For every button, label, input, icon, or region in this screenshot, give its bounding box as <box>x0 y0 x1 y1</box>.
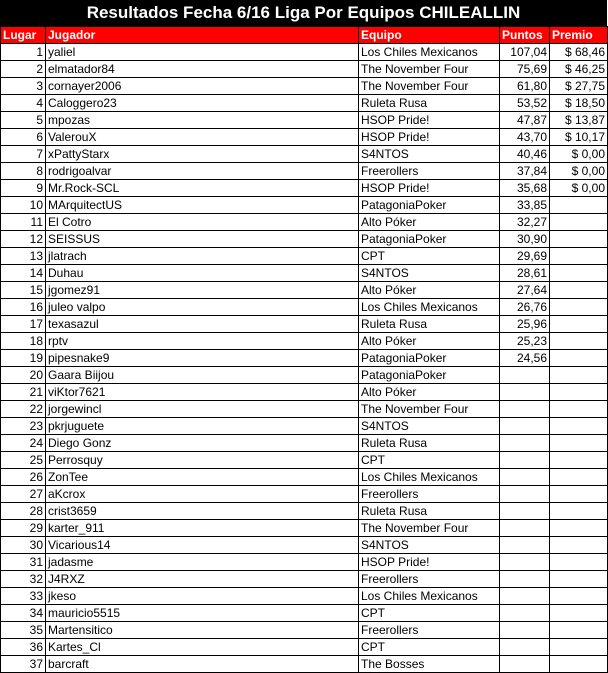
lugar-cell: 1 <box>1 44 46 61</box>
table-row <box>1 95 608 112</box>
table-row <box>1 180 608 197</box>
table-row <box>1 350 608 367</box>
header-jugador: Jugador <box>46 27 359 44</box>
jugador-cell: Kartes_Cl <box>46 639 359 656</box>
table-row <box>1 129 608 146</box>
equipo-cell: The November Four <box>359 61 500 78</box>
equipo-cell: Los Chiles Mexicanos <box>359 588 500 605</box>
header-row <box>1 27 608 44</box>
lugar-cell: 7 <box>1 146 46 163</box>
jugador-cell: Perrosquy <box>46 452 359 469</box>
puntos-cell: 32,27 <box>500 214 550 231</box>
premio-cell <box>550 401 608 418</box>
jugador-cell: jgomez91 <box>46 282 359 299</box>
results-body <box>1 44 608 673</box>
equipo-cell: Los Chiles Mexicanos <box>359 469 500 486</box>
table-row <box>1 265 608 282</box>
puntos-cell <box>500 656 550 673</box>
puntos-cell <box>500 469 550 486</box>
premio-cell: $ 10,17 <box>550 129 608 146</box>
puntos-cell <box>500 418 550 435</box>
premio-cell <box>550 520 608 537</box>
table-row <box>1 520 608 537</box>
lugar-cell: 11 <box>1 214 46 231</box>
lugar-cell: 31 <box>1 554 46 571</box>
jugador-cell: karter_911 <box>46 520 359 537</box>
premio-cell: $ 0,00 <box>550 180 608 197</box>
premio-cell <box>550 299 608 316</box>
premio-cell: $ 13,87 <box>550 112 608 129</box>
jugador-cell: Gaara Biijou <box>46 367 359 384</box>
jugador-cell: Vicarious14 <box>46 537 359 554</box>
puntos-cell <box>500 571 550 588</box>
lugar-cell: 35 <box>1 622 46 639</box>
table-row <box>1 367 608 384</box>
premio-cell <box>550 588 608 605</box>
puntos-cell <box>500 503 550 520</box>
table-row <box>1 231 608 248</box>
puntos-cell: 29,69 <box>500 248 550 265</box>
puntos-cell <box>500 486 550 503</box>
premio-cell: $ 18,50 <box>550 95 608 112</box>
lugar-cell: 16 <box>1 299 46 316</box>
equipo-cell: Freerollers <box>359 486 500 503</box>
puntos-cell: 37,84 <box>500 163 550 180</box>
lugar-cell: 36 <box>1 639 46 656</box>
puntos-cell <box>500 588 550 605</box>
premio-cell: $ 46,25 <box>550 61 608 78</box>
equipo-cell: Ruleta Rusa <box>359 503 500 520</box>
table-row <box>1 282 608 299</box>
puntos-cell: 35,68 <box>500 180 550 197</box>
jugador-cell: texasazul <box>46 316 359 333</box>
jugador-cell: Mr.Rock-SCL <box>46 180 359 197</box>
equipo-cell: PatagoniaPoker <box>359 367 500 384</box>
puntos-cell <box>500 605 550 622</box>
table-row <box>1 61 608 78</box>
puntos-cell: 25,96 <box>500 316 550 333</box>
equipo-cell: Alto Póker <box>359 384 500 401</box>
premio-cell <box>550 469 608 486</box>
lugar-cell: 30 <box>1 537 46 554</box>
premio-cell <box>550 418 608 435</box>
equipo-cell: Freerollers <box>359 622 500 639</box>
equipo-cell: Alto Póker <box>359 333 500 350</box>
puntos-cell: 53,52 <box>500 95 550 112</box>
jugador-cell: mauricio5515 <box>46 605 359 622</box>
table-row <box>1 316 608 333</box>
puntos-cell <box>500 435 550 452</box>
lugar-cell: 27 <box>1 486 46 503</box>
lugar-cell: 9 <box>1 180 46 197</box>
jugador-cell: juleo valpo <box>46 299 359 316</box>
equipo-cell: PatagoniaPoker <box>359 350 500 367</box>
table-row <box>1 197 608 214</box>
puntos-cell: 40,46 <box>500 146 550 163</box>
equipo-cell: S4NTOS <box>359 418 500 435</box>
table-row <box>1 401 608 418</box>
equipo-cell: PatagoniaPoker <box>359 231 500 248</box>
lugar-cell: 23 <box>1 418 46 435</box>
puntos-cell <box>500 401 550 418</box>
puntos-cell: 28,61 <box>500 265 550 282</box>
lugar-cell: 24 <box>1 435 46 452</box>
table-row <box>1 469 608 486</box>
table-row <box>1 384 608 401</box>
equipo-cell: Freerollers <box>359 571 500 588</box>
jugador-cell: SEISSUS <box>46 231 359 248</box>
jugador-cell: Martensitico <box>46 622 359 639</box>
table-row <box>1 486 608 503</box>
equipo-cell: Freerollers <box>359 163 500 180</box>
puntos-cell: 26,76 <box>500 299 550 316</box>
puntos-cell: 25,23 <box>500 333 550 350</box>
jugador-cell: Diego Gonz <box>46 435 359 452</box>
jugador-cell: jlatrach <box>46 248 359 265</box>
table-row <box>1 163 608 180</box>
lugar-cell: 37 <box>1 656 46 673</box>
results-table <box>0 26 608 673</box>
jugador-cell: Caloggero23 <box>46 95 359 112</box>
puntos-cell: 107,04 <box>500 44 550 61</box>
equipo-cell: CPT <box>359 452 500 469</box>
lugar-cell: 6 <box>1 129 46 146</box>
puntos-cell: 47,87 <box>500 112 550 129</box>
premio-cell <box>550 605 608 622</box>
premio-cell <box>550 656 608 673</box>
jugador-cell: cornayer2006 <box>46 78 359 95</box>
premio-cell <box>550 384 608 401</box>
header-lugar: Lugar <box>1 27 46 44</box>
lugar-cell: 13 <box>1 248 46 265</box>
lugar-cell: 18 <box>1 333 46 350</box>
table-row <box>1 554 608 571</box>
premio-cell: $ 27,75 <box>550 78 608 95</box>
equipo-cell: HSOP Pride! <box>359 180 500 197</box>
lugar-cell: 22 <box>1 401 46 418</box>
table-row <box>1 146 608 163</box>
puntos-cell <box>500 554 550 571</box>
lugar-cell: 17 <box>1 316 46 333</box>
jugador-cell: crist3659 <box>46 503 359 520</box>
premio-cell <box>550 214 608 231</box>
table-row <box>1 78 608 95</box>
puntos-cell: 33,85 <box>500 197 550 214</box>
premio-cell: $ 0,00 <box>550 146 608 163</box>
jugador-cell: jorgewincl <box>46 401 359 418</box>
premio-cell <box>550 248 608 265</box>
puntos-cell: 24,56 <box>500 350 550 367</box>
lugar-cell: 3 <box>1 78 46 95</box>
lugar-cell: 4 <box>1 95 46 112</box>
equipo-cell: HSOP Pride! <box>359 554 500 571</box>
equipo-cell: CPT <box>359 248 500 265</box>
premio-cell <box>550 554 608 571</box>
premio-cell <box>550 537 608 554</box>
table-row <box>1 214 608 231</box>
puntos-cell <box>500 639 550 656</box>
table-row <box>1 588 608 605</box>
puntos-cell <box>500 520 550 537</box>
premio-cell <box>550 282 608 299</box>
lugar-cell: 25 <box>1 452 46 469</box>
table-row <box>1 605 608 622</box>
jugador-cell: rodrigoalvar <box>46 163 359 180</box>
lugar-cell: 5 <box>1 112 46 129</box>
jugador-cell: barcraft <box>46 656 359 673</box>
premio-cell <box>550 639 608 656</box>
puntos-cell <box>500 384 550 401</box>
lugar-cell: 21 <box>1 384 46 401</box>
jugador-cell: ZonTee <box>46 469 359 486</box>
jugador-cell: J4RXZ <box>46 571 359 588</box>
equipo-cell: PatagoniaPoker <box>359 197 500 214</box>
premio-cell: $ 68,46 <box>550 44 608 61</box>
premio-cell <box>550 622 608 639</box>
table-row <box>1 112 608 129</box>
jugador-cell: viKtor7621 <box>46 384 359 401</box>
jugador-cell: jkeso <box>46 588 359 605</box>
equipo-cell: Los Chiles Mexicanos <box>359 44 500 61</box>
jugador-cell: xPattyStarx <box>46 146 359 163</box>
premio-cell <box>550 197 608 214</box>
header-puntos: Puntos <box>500 27 550 44</box>
equipo-cell: HSOP Pride! <box>359 129 500 146</box>
puntos-cell <box>500 622 550 639</box>
equipo-cell: CPT <box>359 639 500 656</box>
premio-cell <box>550 571 608 588</box>
puntos-cell <box>500 367 550 384</box>
table-row <box>1 571 608 588</box>
table-row <box>1 248 608 265</box>
puntos-cell: 27,64 <box>500 282 550 299</box>
table-row <box>1 44 608 61</box>
premio-cell <box>550 316 608 333</box>
lugar-cell: 29 <box>1 520 46 537</box>
puntos-cell: 43,70 <box>500 129 550 146</box>
jugador-cell: pkrjuguete <box>46 418 359 435</box>
puntos-cell <box>500 537 550 554</box>
premio-cell <box>550 367 608 384</box>
premio-cell <box>550 503 608 520</box>
equipo-cell: Alto Póker <box>359 282 500 299</box>
equipo-cell: Alto Póker <box>359 214 500 231</box>
header-equipo: Equipo <box>359 27 500 44</box>
puntos-cell: 61,80 <box>500 78 550 95</box>
equipo-cell: The November Four <box>359 401 500 418</box>
jugador-cell: yaliel <box>46 44 359 61</box>
lugar-cell: 20 <box>1 367 46 384</box>
premio-cell <box>550 435 608 452</box>
jugador-cell: jadasme <box>46 554 359 571</box>
equipo-cell: HSOP Pride! <box>359 112 500 129</box>
jugador-cell: El Cotro <box>46 214 359 231</box>
table-row <box>1 452 608 469</box>
lugar-cell: 14 <box>1 265 46 282</box>
lugar-cell: 8 <box>1 163 46 180</box>
equipo-cell: The Bosses <box>359 656 500 673</box>
equipo-cell: The November Four <box>359 78 500 95</box>
equipo-cell: Los Chiles Mexicanos <box>359 299 500 316</box>
jugador-cell: rptv <box>46 333 359 350</box>
puntos-cell: 30,90 <box>500 231 550 248</box>
premio-cell: $ 0,00 <box>550 163 608 180</box>
jugador-cell: pipesnake9 <box>46 350 359 367</box>
header-premio: Premio <box>550 27 608 44</box>
equipo-cell: The November Four <box>359 520 500 537</box>
jugador-cell: mpozas <box>46 112 359 129</box>
premio-cell <box>550 231 608 248</box>
equipo-cell: S4NTOS <box>359 265 500 282</box>
equipo-cell: Ruleta Rusa <box>359 316 500 333</box>
lugar-cell: 28 <box>1 503 46 520</box>
table-row <box>1 503 608 520</box>
jugador-cell: ValerouX <box>46 129 359 146</box>
lugar-cell: 12 <box>1 231 46 248</box>
equipo-cell: Ruleta Rusa <box>359 435 500 452</box>
premio-cell <box>550 452 608 469</box>
lugar-cell: 10 <box>1 197 46 214</box>
premio-cell <box>550 333 608 350</box>
puntos-cell: 75,69 <box>500 61 550 78</box>
lugar-cell: 33 <box>1 588 46 605</box>
premio-cell <box>550 486 608 503</box>
lugar-cell: 32 <box>1 571 46 588</box>
equipo-cell: Ruleta Rusa <box>359 95 500 112</box>
table-row <box>1 622 608 639</box>
table-row <box>1 333 608 350</box>
equipo-cell: CPT <box>359 605 500 622</box>
table-row <box>1 639 608 656</box>
table-row <box>1 418 608 435</box>
equipo-cell: S4NTOS <box>359 146 500 163</box>
sheet-title: Resultados Fecha 6/16 Liga Por Equipos CHILEALLIN <box>0 0 607 26</box>
premio-cell <box>550 265 608 282</box>
lugar-cell: 2 <box>1 61 46 78</box>
jugador-cell: Duhau <box>46 265 359 282</box>
lugar-cell: 26 <box>1 469 46 486</box>
equipo-cell: S4NTOS <box>359 537 500 554</box>
table-row <box>1 537 608 554</box>
table-row <box>1 435 608 452</box>
puntos-cell <box>500 452 550 469</box>
premio-cell <box>550 350 608 367</box>
lugar-cell: 19 <box>1 350 46 367</box>
lugar-cell: 34 <box>1 605 46 622</box>
table-row <box>1 299 608 316</box>
jugador-cell: MArquitectUS <box>46 197 359 214</box>
lugar-cell: 15 <box>1 282 46 299</box>
jugador-cell: elmatador84 <box>46 61 359 78</box>
jugador-cell: aKcrox <box>46 486 359 503</box>
table-row <box>1 656 608 673</box>
